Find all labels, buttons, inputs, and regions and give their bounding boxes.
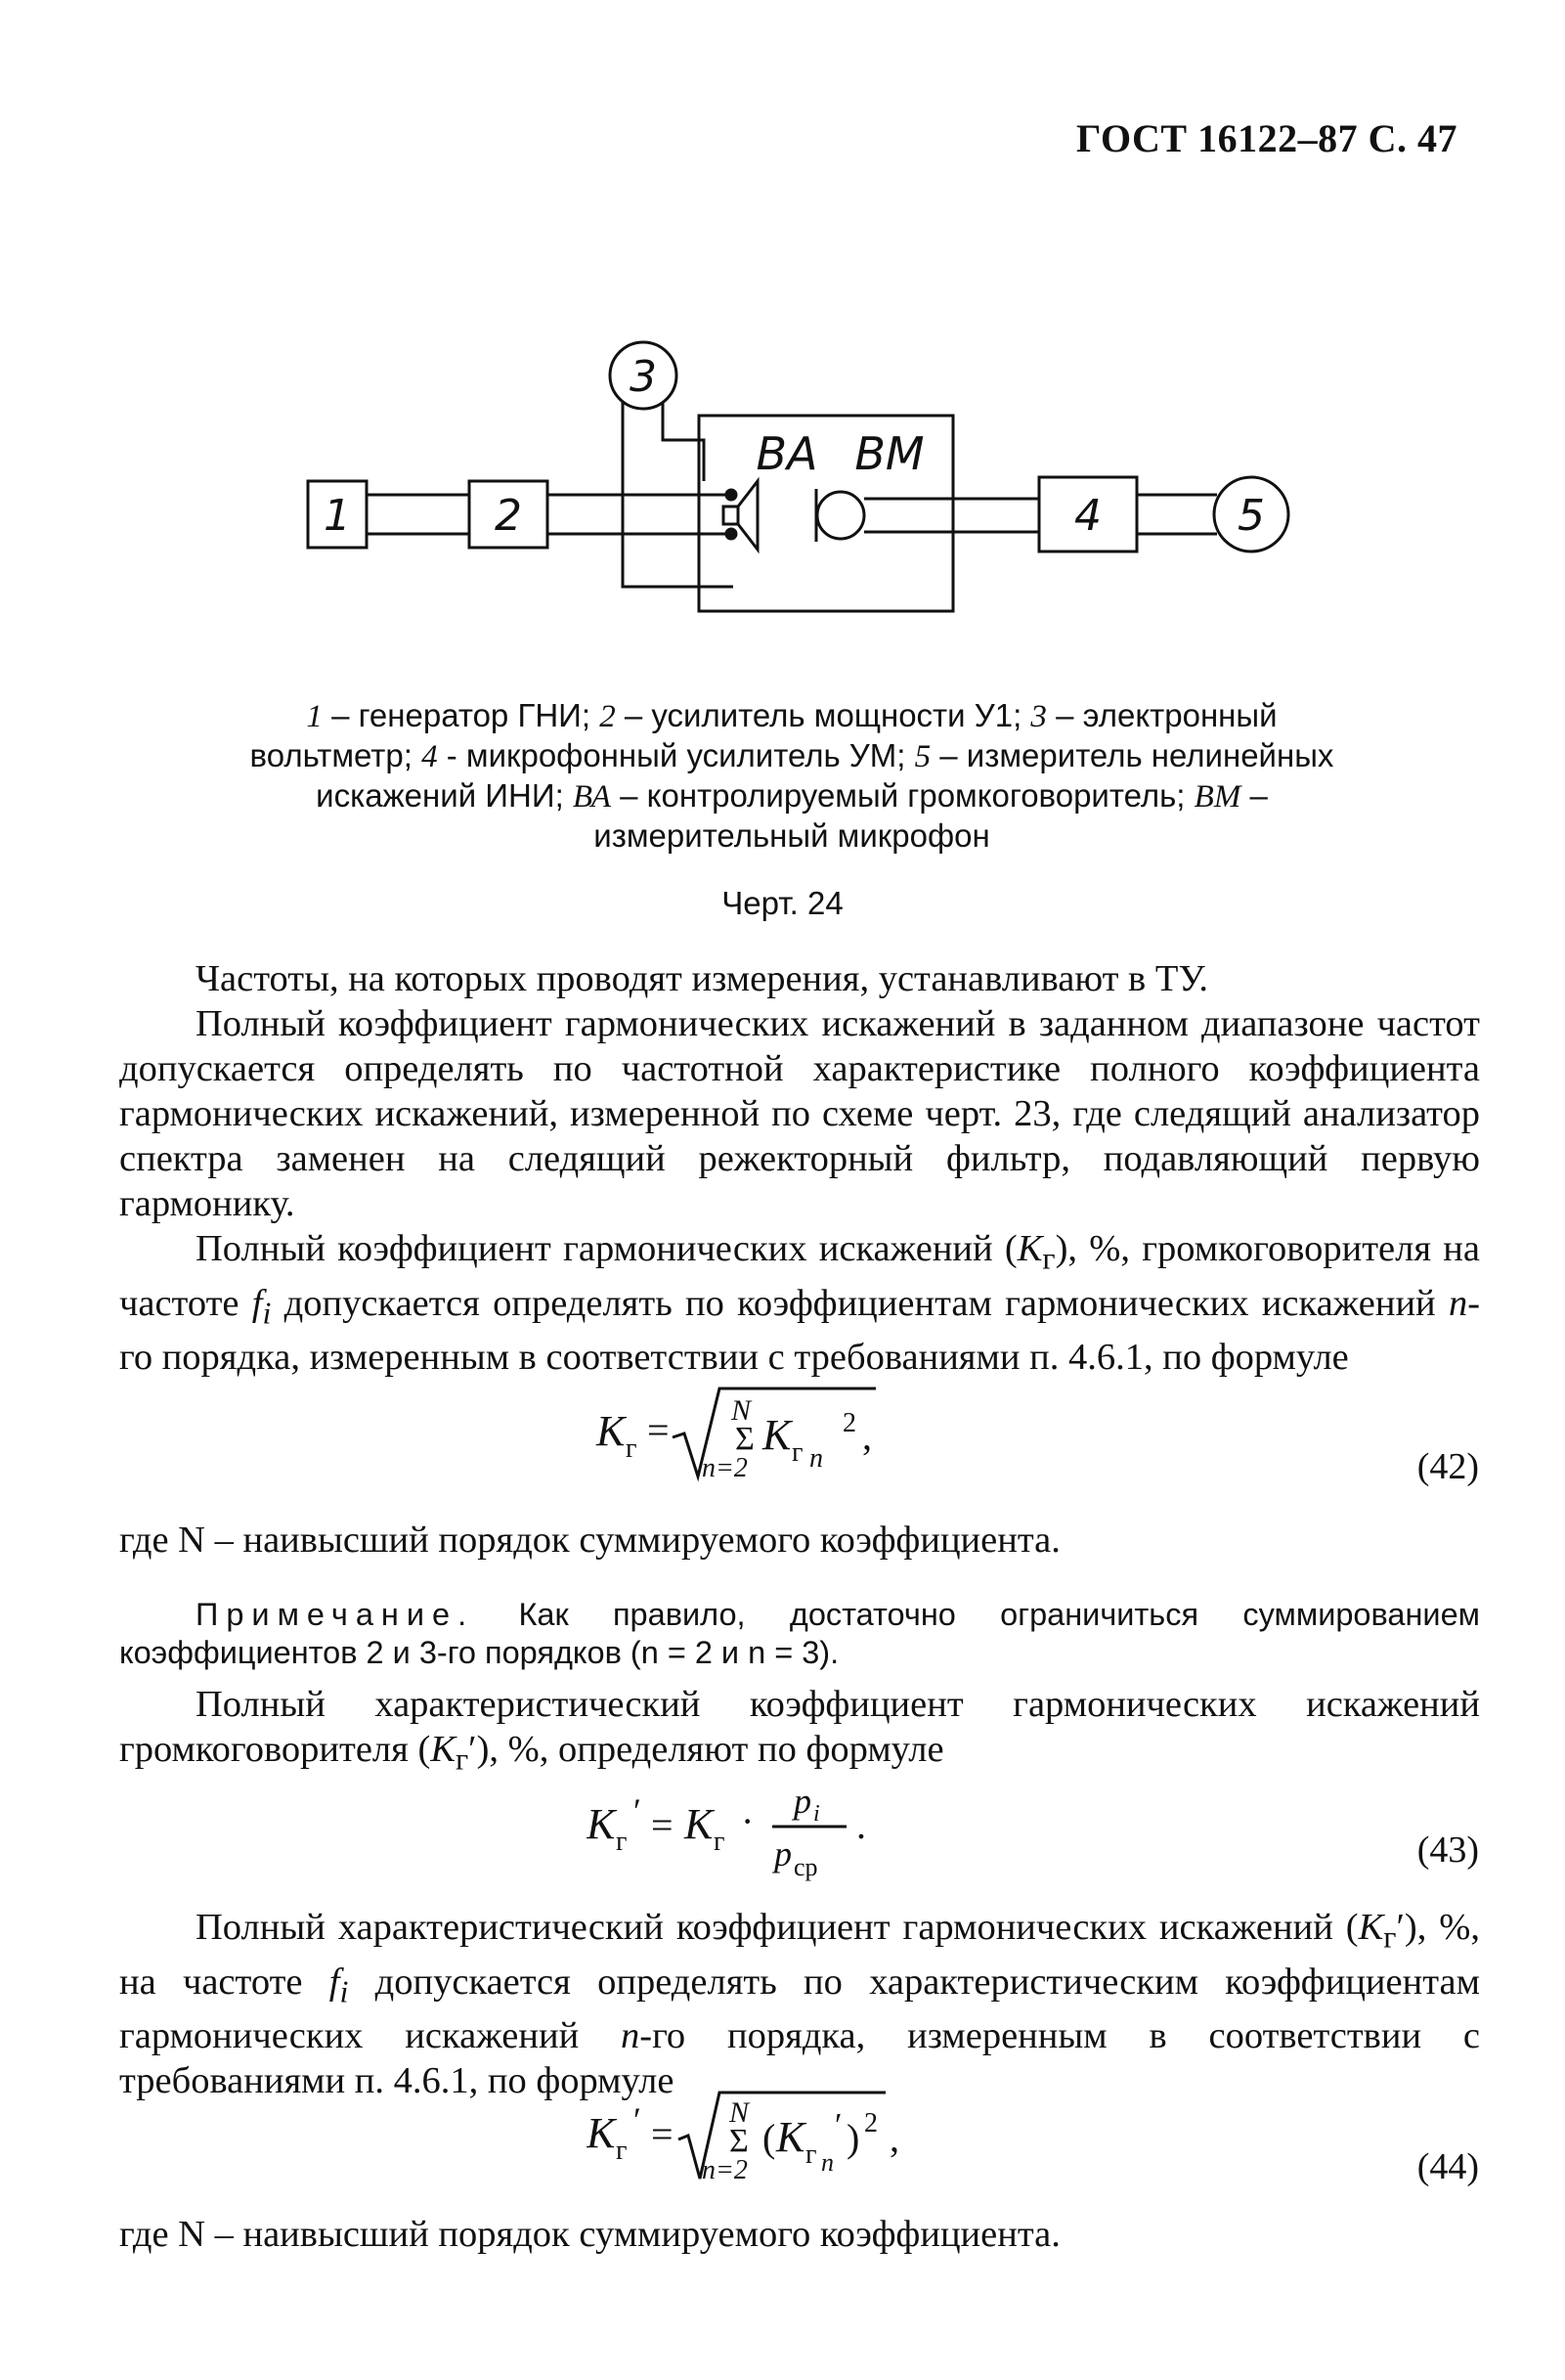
svg-text:г: г: [714, 1827, 725, 1857]
caption-item-5: 5: [914, 739, 932, 774]
microphone-symbol: [817, 492, 864, 539]
svg-text:=: =: [647, 1408, 670, 1452]
diagram-svg: [293, 323, 1320, 675]
note: [119, 1596, 1480, 1672]
note-text: Как правило, достаточно ограничиться суммированием коэффициентов 2 и 3-го порядков (n = 2 и n = 3).: [119, 1597, 1480, 1670]
caption-item-ba: ВА: [572, 779, 611, 815]
caption-item-2: 2: [599, 699, 616, 734]
svg-text:K: K: [684, 1800, 714, 1848]
formula-42: [587, 1379, 997, 1486]
f42-k: K: [596, 1407, 626, 1455]
body-block-1: [119, 956, 1480, 1380]
paragraph-n-definition-1: где N – наивысший порядок суммируемого коэффициента.: [119, 1520, 1061, 1561]
caption-item-1: 1: [306, 699, 323, 734]
body-block-3: [119, 1682, 1480, 1782]
svg-text:′: ′: [835, 2107, 843, 2143]
caption-item-4: 4: [421, 739, 438, 774]
svg-text:=: =: [651, 2112, 674, 2156]
svg-text:=: =: [651, 1803, 674, 1847]
svg-text:Σ: Σ: [729, 2123, 749, 2159]
svg-text:n=2: n=2: [702, 2155, 748, 2185]
body-block-2: [119, 1518, 1480, 1563]
body-block-5: [119, 2212, 1480, 2257]
svg-text:·: ·: [741, 1799, 755, 1843]
label-microphone: ВМ: [854, 427, 925, 480]
svg-text:.: .: [856, 1803, 866, 1847]
svg-text:г: г: [805, 2139, 817, 2170]
svg-text:i: i: [813, 1801, 820, 1827]
svg-text:′: ′: [633, 2100, 641, 2139]
formula-44: [587, 2081, 997, 2188]
svg-text:ср: ср: [794, 1853, 818, 1881]
paragraph-characteristic-coefficient: Полный характеристический коэффициент гармонических искажений громкоговорителя $(K_г')$, %, определяют по формуле: [119, 1684, 1480, 1777]
svg-text:г: г: [792, 1437, 804, 1468]
page-header: ГОСТ 16122–87 С. 47: [1075, 116, 1457, 160]
svg-text:2: 2: [864, 2108, 878, 2138]
paragraph-n-definition-2: где N – наивысший порядок суммируемого коэффициента.: [119, 2214, 1061, 2255]
paragraph-full-coefficient: Полный коэффициент гармонических искажений в заданном диапазоне частот допускается определять по частотной характеристике полного коэффициента гармонических искажений, измеренной по схеме черт. 23, где следящий анализатор спектра заменен на следящий режекторный фильтр, подавляющий первую гармонику.: [119, 1003, 1480, 1224]
speaker-symbol: [723, 507, 738, 524]
svg-text:N: N: [729, 2096, 750, 2129]
svg-text:г: г: [626, 1433, 637, 1464]
svg-text:K: K: [587, 2109, 616, 2157]
figure-label: Черт. 24: [721, 885, 844, 921]
svg-text:′: ′: [633, 1791, 641, 1830]
measurement-diagram: [293, 323, 1320, 675]
label-block-2: 2: [495, 491, 522, 541]
equation-number-42: (42): [1416, 1446, 1479, 1487]
caption-item-bm: ВМ: [1194, 779, 1241, 815]
equation-number-43: (43): [1416, 1829, 1479, 1871]
paragraph-harmonic-orders: Полный коэффициент гармонических искажений $(K_г)$, %, громкоговорителя на частоте $f_i$ допускается определять по коэффициентам гармонических искажений n-го порядка, измеренным в соответствии с требованиями п. 4.6.1, по формуле: [119, 1228, 1481, 1379]
svg-text:): ): [847, 2116, 860, 2160]
equation-number-44: (44): [1416, 2146, 1479, 2187]
label-block-4: 4: [1074, 491, 1102, 541]
diagram-caption: 1 – генератор ГНИ; 2 – усилитель мощности У1; 3 – электронный вольтметр; 4 - микрофонный усилитель УМ; 5 – измеритель нелинейных искажений ИНИ; ВА – контролируемый громкоговоритель; ВМ – измерительный микрофон: [249, 697, 1334, 854]
label-block-5: 5: [1238, 491, 1265, 541]
svg-text:,: ,: [890, 2116, 899, 2160]
f42-lower: n=2: [702, 1453, 748, 1483]
label-speaker: ВА: [756, 427, 818, 480]
svg-text:2: 2: [843, 1408, 856, 1438]
formula-43: [587, 1768, 958, 1885]
svg-text:г: г: [616, 1827, 628, 1857]
label-voltmeter: 3: [630, 352, 657, 402]
f42-sigma: Σ: [735, 1421, 755, 1457]
svg-text:p: p: [774, 1834, 792, 1873]
svg-text:K: K: [587, 1800, 616, 1848]
svg-text:K: K: [762, 1411, 792, 1459]
svg-text:г: г: [616, 2136, 628, 2166]
note-label: Примечание.: [196, 1597, 475, 1632]
svg-text:K: K: [776, 2113, 805, 2161]
body-block-4: [119, 1905, 1480, 2103]
caption-item-3: 3: [1030, 699, 1047, 734]
label-block-1: 1: [324, 491, 351, 541]
paragraph-frequencies: Частоты, на которых проводят измерения, устанавливают в ТУ.: [196, 958, 1208, 999]
svg-text:(: (: [762, 2116, 776, 2160]
paragraph-characteristic-orders: Полный характеристический коэффициент гармонических искажений $(K_г')$, %, на частоте $f_i$ допускается определять по характеристическим коэффициентам гармонических искажений n-го порядка, измеренным в соответствии с требованиями п. 4.6.1, по формуле: [119, 1907, 1480, 2102]
svg-text:p: p: [794, 1782, 811, 1821]
svg-text:n: n: [821, 2148, 834, 2177]
svg-text:n: n: [809, 1443, 823, 1474]
f42-upper: N: [731, 1394, 752, 1427]
svg-text:,: ,: [862, 1414, 872, 1458]
